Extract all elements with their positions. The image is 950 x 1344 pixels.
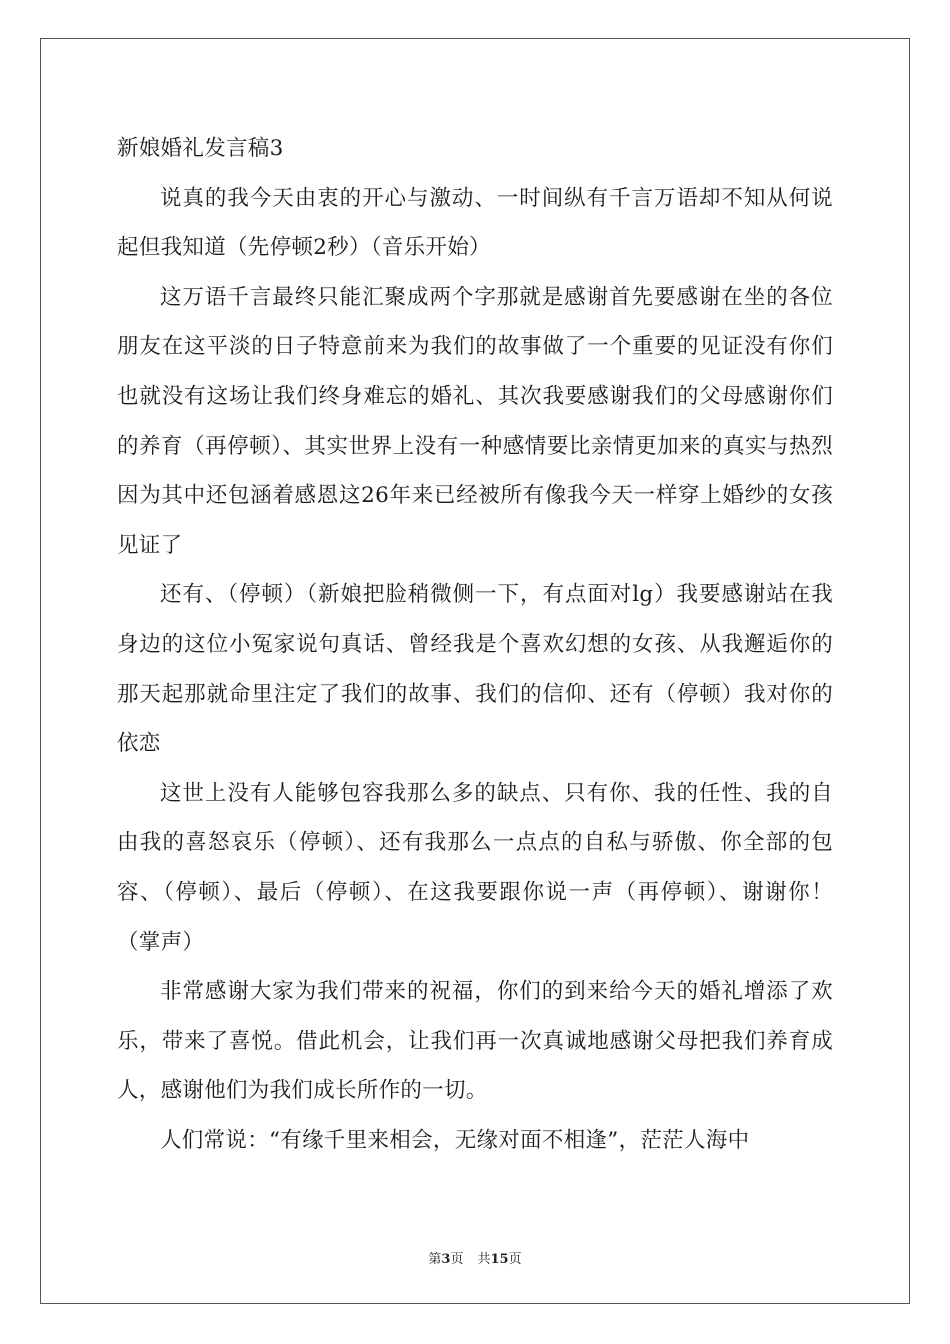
page-label-prefix: 第 (428, 1252, 442, 1267)
paragraph: 说真的我今天由衷的开心与激动、一时间纵有千言万语却不知从何说起但我知道（先停顿2秒）（音乐开始） (117, 185, 833, 261)
total-page-count: 15 (490, 1252, 509, 1267)
total-label-suffix: 页 (508, 1252, 522, 1267)
current-page-number: 3 (441, 1252, 451, 1267)
paragraph: 人们常说：“有缘千里来相会，无缘对面不相逢”，茫茫人海中 (160, 1127, 750, 1153)
document-title: 新娘婚礼发言稿3 (117, 136, 284, 161)
page-label-suffix: 页 (450, 1252, 464, 1267)
paragraph: 还有、（停顿）（新娘把脸稍微侧一下，有点面对lg）我要感谢站在我身边的这位小冤家说句真话、曾经我是个喜欢幻想的女孩、从我邂逅你的那天起那就命里注定了我们的故事、我们的信仰、还有（停顿）我对你的依恋 (117, 582, 833, 757)
paragraph: 非常感谢大家为我们带来的祝福，你们的到来给今天的婚礼增添了欢乐，带来了喜悦。借此机会，让我们再一次真诚地感谢父母把我们养育成人，感谢他们为我们成长所作的一切。 (117, 979, 833, 1104)
paragraph: 这世上没有人能够包容我那么多的缺点、只有你、我的任性、我的自由我的喜怒哀乐（停顿）、还有我那么一点点的自私与骄傲、你全部的包容、（停顿）、最后（停顿）、在这我要跟你说一声（再停顿）、谢谢你！（掌声） (117, 780, 833, 955)
paragraph: 这万语千言最终只能汇聚成两个字那就是感谢首先要感谢在坐的各位朋友在这平淡的日子特意前来为我们的故事做了一个重要的见证没有你们也就没有这场让我们终身难忘的婚礼、其次我要感谢我们的父母感谢你们的养育（再停顿）、其实世界上没有一种感情要比亲情更加来的真实与热烈因为其中还包涵着感恩这26年来已经被所有像我今天一样穿上婚纱的女孩见证了 (117, 284, 833, 558)
total-label-prefix: 共 (477, 1252, 491, 1267)
page-footer (0, 1248, 950, 1267)
document-body (117, 124, 833, 1165)
